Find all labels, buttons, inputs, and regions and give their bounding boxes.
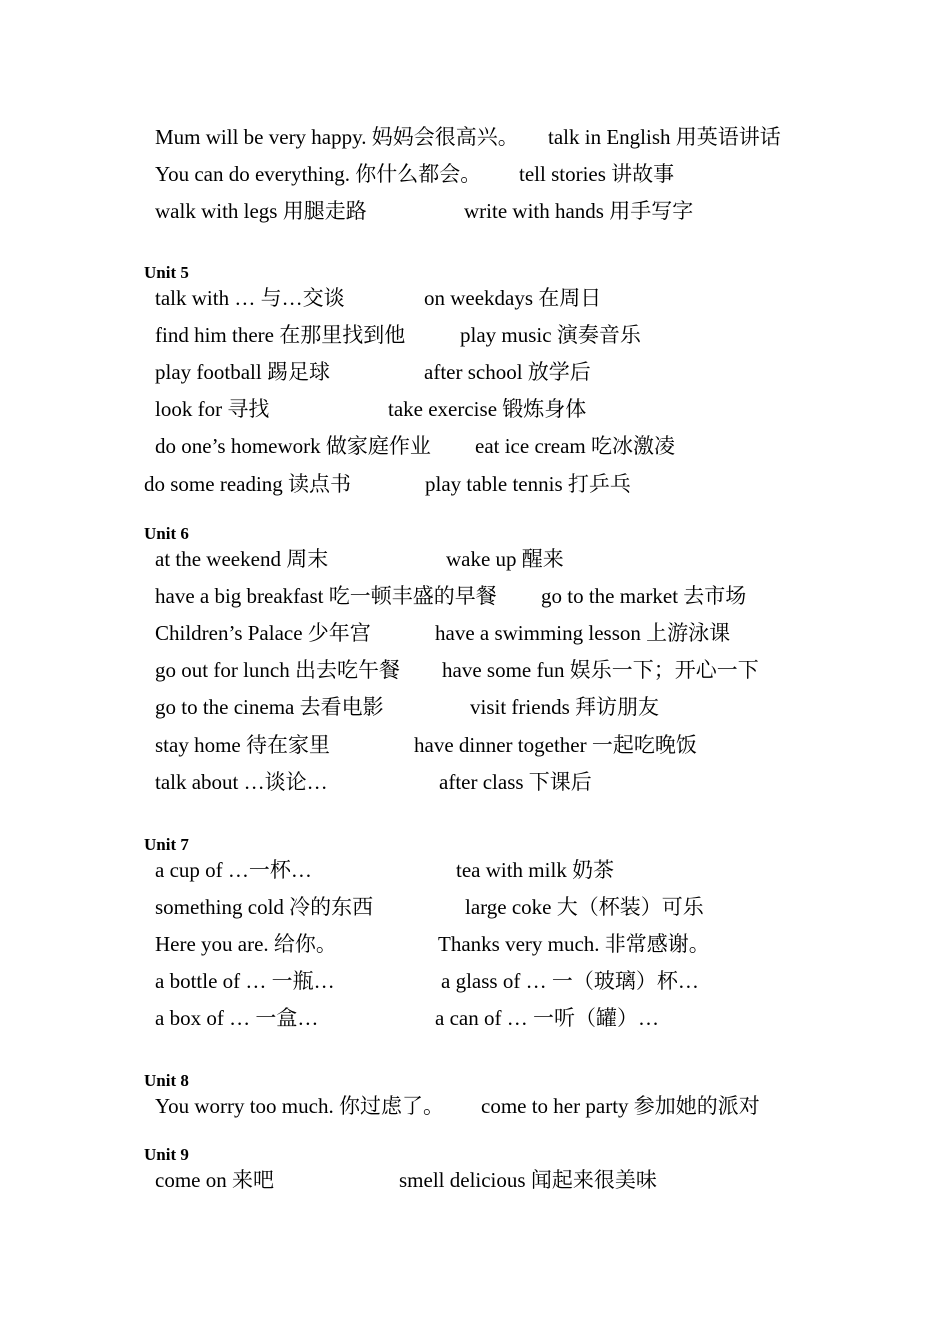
unit7-line-2-right: large coke 大（杯装）可乐: [465, 895, 704, 919]
unit5-line-5: [155, 431, 855, 461]
unit6-line-6: [155, 730, 855, 760]
unit7-line-1-right: tea with milk 奶茶: [456, 858, 615, 882]
intro-line-1-left: Mum will be very happy. 妈妈会很高兴。: [155, 125, 519, 149]
unit6-line-1-left: at the weekend 周末: [155, 547, 329, 571]
unit8-line-1-left: You worry too much. 你过虑了。: [155, 1094, 444, 1118]
unit5-line-5-left: do one’s homework 做家庭作业: [155, 434, 431, 458]
unit5-line-2-right: play music 演奏音乐: [460, 323, 641, 347]
unit6-line-5-left: go to the cinema 去看电影: [155, 695, 384, 719]
unit8-line-1-right: come to her party 参加她的派对: [481, 1094, 760, 1118]
unit6-heading: Unit 6: [144, 524, 189, 543]
unit6-line-2: [155, 581, 855, 611]
unit5-line-4: [155, 394, 855, 424]
unit5-line-3-left: play football 踢足球: [155, 360, 330, 384]
unit8-heading: Unit 8: [144, 1071, 189, 1090]
unit7-line-4-right: a glass of … 一（玻璃）杯…: [441, 969, 699, 993]
unit7-line-1: [155, 855, 855, 885]
unit7-line-3-left: Here you are. 给你。: [155, 932, 337, 956]
unit6-line-7-right: after class 下课后: [439, 770, 592, 794]
unit6-line-1: [155, 544, 855, 574]
unit5-line-1-right: on weekdays 在周日: [424, 286, 602, 310]
intro-line-2-right: tell stories 讲故事: [519, 162, 675, 186]
unit5-line-3: [155, 357, 855, 387]
unit5-line-4-right: take exercise 锻炼身体: [388, 397, 587, 421]
intro-line-2-left: You can do everything. 你什么都会。: [155, 162, 482, 186]
unit9-line-1-right: smell delicious 闻起来很美味: [399, 1168, 657, 1192]
unit6-line-3: [155, 618, 855, 648]
intro-line-3-right: write with hands 用手写字: [464, 199, 694, 223]
unit6-line-3-right: have a swimming lesson 上游泳课: [435, 621, 731, 645]
unit5-line-5-right: eat ice cream 吃冰激凌: [475, 434, 675, 458]
unit7-line-4: [155, 966, 855, 996]
unit5-line-6-right: play table tennis 打乒乓: [425, 472, 631, 496]
unit9-line-1: [155, 1165, 855, 1195]
unit9-heading: Unit 9: [144, 1145, 189, 1164]
unit6-line-1-right: wake up 醒来: [446, 547, 564, 571]
unit6-line-5-right: visit friends 拜访朋友: [470, 695, 659, 719]
unit7-line-5: [155, 1003, 855, 1033]
unit9-line-1-left: come on 来吧: [155, 1168, 274, 1192]
unit6-line-3-left: Children’s Palace 少年宫: [155, 621, 371, 645]
intro-line-1-right: talk in English 用英语讲话: [548, 125, 781, 149]
unit8-line-1: [155, 1091, 855, 1121]
unit7-line-2: [155, 892, 855, 922]
intro-line-1: [155, 122, 855, 152]
unit5-line-3-right: after school 放学后: [424, 360, 591, 384]
unit7-line-2-left: something cold 冷的东西: [155, 895, 374, 919]
unit6-line-4-left: go out for lunch 出去吃午餐: [155, 658, 400, 682]
unit6-line-6-right: have dinner together 一起吃晚饭: [414, 733, 697, 757]
unit5-line-2-left: find him there 在那里找到他: [155, 323, 406, 347]
unit5-heading: Unit 5: [144, 263, 189, 282]
unit5-line-6: [144, 469, 844, 499]
intro-line-3-left: walk with legs 用腿走路: [155, 199, 367, 223]
unit7-line-5-left: a box of … 一盒…: [155, 1006, 319, 1030]
unit6-line-7: [155, 767, 855, 797]
unit6-line-4: [155, 655, 855, 685]
unit6-line-2-left: have a big breakfast 吃一顿丰盛的早餐: [155, 584, 497, 608]
unit7-line-3-right: Thanks very much. 非常感谢。: [438, 932, 710, 956]
unit5-line-1-left: talk with … 与…交谈: [155, 286, 345, 310]
unit6-line-2-right: go to the market 去市场: [541, 584, 747, 608]
intro-line-2: [155, 159, 855, 189]
unit6-line-7-left: talk about …谈论…: [155, 770, 328, 794]
unit5-line-1: [155, 283, 855, 313]
unit7-line-4-left: a bottle of … 一瓶…: [155, 969, 335, 993]
unit5-line-6-left: do some reading 读点书: [144, 472, 352, 496]
unit7-line-1-left: a cup of …一杯…: [155, 858, 312, 882]
unit6-line-4-right: have some fun 娱乐一下；开心一下: [442, 658, 759, 682]
intro-line-3: [155, 196, 855, 226]
unit7-heading: Unit 7: [144, 835, 189, 854]
unit5-line-4-left: look for 寻找: [155, 397, 270, 421]
unit6-line-5: [155, 692, 855, 722]
unit7-line-5-right: a can of … 一听（罐）…: [435, 1006, 659, 1030]
unit6-line-6-left: stay home 待在家里: [155, 733, 330, 757]
unit5-line-2: [155, 320, 855, 350]
unit7-line-3: [155, 929, 855, 959]
